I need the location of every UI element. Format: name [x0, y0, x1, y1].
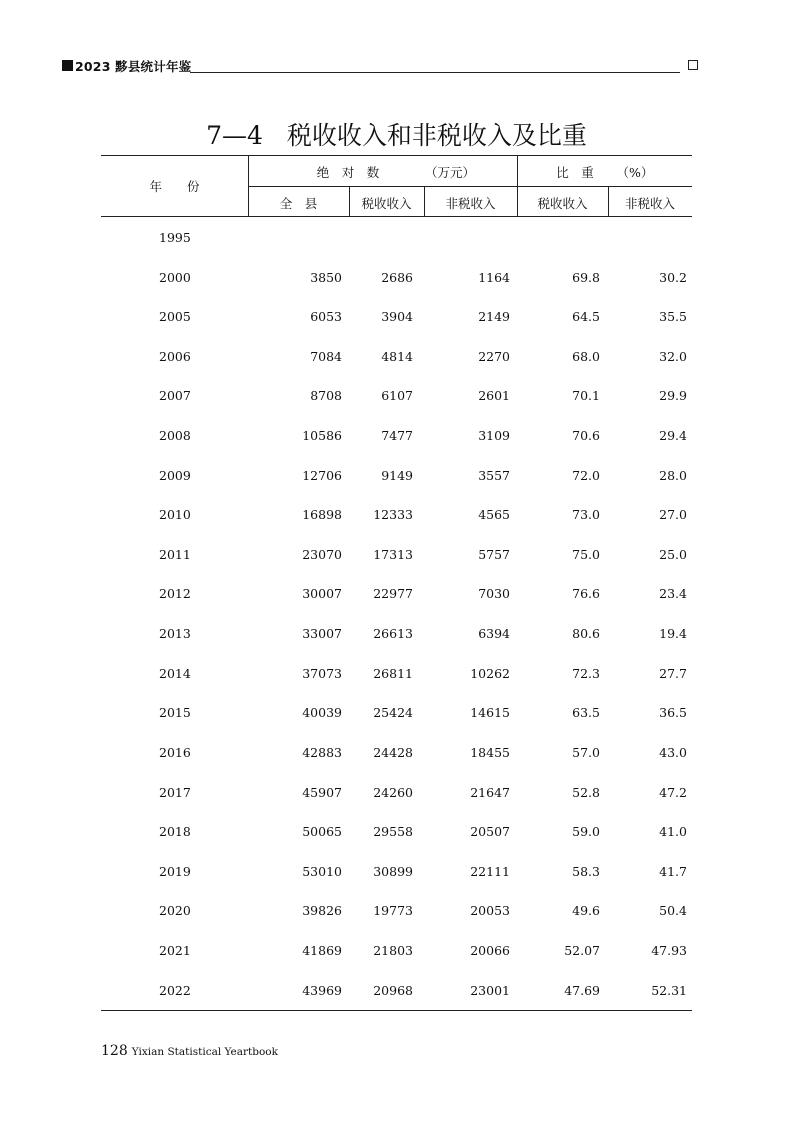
- total-cell: 7084: [310, 349, 342, 364]
- nontax-cell: 7030: [478, 586, 510, 601]
- year-cell: 2010: [159, 507, 191, 522]
- table-bottom-rule: [101, 1010, 692, 1011]
- tax-ratio-cell: 52.07: [564, 943, 600, 958]
- table-row: [101, 466, 692, 486]
- year-cell: 2018: [159, 824, 191, 839]
- total-cell: 23070: [302, 547, 342, 562]
- nontax-ratio-cell: 30.2: [659, 270, 687, 285]
- tax-cell: 12333: [373, 507, 413, 522]
- absolute-group-header: 绝 对 数: [316, 165, 380, 180]
- year-cell: 2005: [159, 309, 191, 324]
- year-cell: 2019: [159, 864, 191, 879]
- table-title: [0, 116, 793, 152]
- nontax-ratio-cell: 52.31: [651, 983, 687, 998]
- tax-cell: 4814: [381, 349, 413, 364]
- table-row: [101, 862, 692, 882]
- table-row: [101, 664, 692, 684]
- header-title: 2023 黟县统计年鉴: [75, 59, 192, 74]
- nontax-cell: 14615: [470, 705, 510, 720]
- nontax-cell: 20507: [470, 824, 510, 839]
- year-cell: 2009: [159, 468, 191, 483]
- nontax-ratio-cell: 47.2: [659, 785, 687, 800]
- total-cell: 16898: [302, 507, 342, 522]
- nontax-cell: 3109: [478, 428, 510, 443]
- nontax-cell: 20053: [470, 903, 510, 918]
- nontax-ratio-cell: 23.4: [659, 586, 687, 601]
- nontax-cell: 4565: [478, 507, 510, 522]
- nontax-cell: 22111: [470, 864, 510, 879]
- year-cell: 2012: [159, 586, 191, 601]
- tax-cell: 24260: [373, 785, 413, 800]
- nontax-cell: 2270: [478, 349, 510, 364]
- tax-ratio-cell: 70.1: [572, 388, 600, 403]
- year-cell: 2015: [159, 705, 191, 720]
- total-cell: 6053: [310, 309, 342, 324]
- total-cell: 42883: [302, 745, 342, 760]
- black-square-icon: [62, 60, 73, 71]
- tax-ratio-cell: 72.0: [572, 468, 600, 483]
- nontax-cell: 5757: [478, 547, 510, 562]
- nontax-ratio-cell: 27.7: [659, 666, 687, 681]
- year-cell: 2011: [159, 547, 191, 562]
- total-cell: 33007: [302, 626, 342, 641]
- total-cell: 40039: [302, 705, 342, 720]
- empty-square-icon: [688, 60, 698, 70]
- nontax-cell: 21647: [470, 785, 510, 800]
- nontax-ratio-cell: 29.4: [659, 428, 687, 443]
- table-row: [101, 743, 692, 763]
- running-header: [62, 58, 698, 74]
- tax-cell: 2686: [381, 270, 413, 285]
- year-cell: 2007: [159, 388, 191, 403]
- tax-ratio-cell: 47.69: [564, 983, 600, 998]
- nontax-cell: 18455: [470, 745, 510, 760]
- table-row: [101, 584, 692, 604]
- year-cell: 1995: [159, 230, 191, 245]
- tax-cell: 29558: [373, 824, 413, 839]
- page-number: 128: [101, 1043, 128, 1059]
- table-row: [101, 783, 692, 803]
- nontax-cell: 3557: [478, 468, 510, 483]
- total-cell: 37073: [302, 666, 342, 681]
- tax-cell: 6107: [381, 388, 413, 403]
- header-mid-rule: [248, 186, 692, 187]
- column-header: 非税收入: [624, 196, 675, 211]
- table-row: [101, 386, 692, 406]
- total-cell: 43969: [302, 983, 342, 998]
- nontax-ratio-cell: 35.5: [659, 309, 687, 324]
- tax-cell: 22977: [373, 586, 413, 601]
- tax-cell: 21803: [373, 943, 413, 958]
- nontax-ratio-cell: 25.0: [659, 547, 687, 562]
- nontax-cell: 10262: [470, 666, 510, 681]
- table-row: [101, 268, 692, 288]
- column-header: 全 县: [279, 196, 318, 211]
- nontax-cell: 2601: [478, 388, 510, 403]
- table-row: [101, 307, 692, 327]
- table-row: [101, 347, 692, 367]
- column-header: 非税收入: [445, 196, 496, 211]
- column-header: 税收收入: [537, 196, 588, 211]
- tax-ratio-cell: 49.6: [572, 903, 600, 918]
- nontax-cell: 6394: [478, 626, 510, 641]
- tax-cell: 26811: [373, 666, 413, 681]
- absolute-unit-label: （万元）: [424, 165, 475, 180]
- tax-ratio-cell: 76.6: [572, 586, 600, 601]
- header-rule: [190, 72, 680, 73]
- year-cell: 2000: [159, 270, 191, 285]
- nontax-cell: 20066: [470, 943, 510, 958]
- page-footer: [101, 1040, 278, 1059]
- tax-ratio-cell: 80.6: [572, 626, 600, 641]
- tax-ratio-cell: 73.0: [572, 507, 600, 522]
- year-cell: 2017: [159, 785, 191, 800]
- tax-ratio-cell: 58.3: [572, 864, 600, 879]
- nontax-ratio-cell: 41.7: [659, 864, 687, 879]
- table-row: [101, 941, 692, 961]
- year-cell: 2014: [159, 666, 191, 681]
- table-title-text: 税收收入和非税收入及比重: [286, 121, 587, 150]
- year-cell: 2021: [159, 943, 191, 958]
- total-cell: 39826: [302, 903, 342, 918]
- tax-ratio-cell: 52.8: [572, 785, 600, 800]
- nontax-cell: 2149: [478, 309, 510, 324]
- total-cell: 53010: [302, 864, 342, 879]
- tax-cell: 3904: [381, 309, 413, 324]
- table-row: [101, 822, 692, 842]
- year-cell: 2013: [159, 626, 191, 641]
- tax-ratio-cell: 72.3: [572, 666, 600, 681]
- total-cell: 45907: [302, 785, 342, 800]
- table-row: [101, 981, 692, 1001]
- year-cell: 2006: [159, 349, 191, 364]
- tax-cell: 19773: [373, 903, 413, 918]
- table-row: [101, 505, 692, 525]
- year-cell: 2020: [159, 903, 191, 918]
- nontax-cell: 23001: [470, 983, 510, 998]
- nontax-ratio-cell: 27.0: [659, 507, 687, 522]
- ratio-group-header: 比 重: [556, 165, 594, 180]
- total-cell: 8708: [310, 388, 342, 403]
- nontax-ratio-cell: 50.4: [659, 903, 687, 918]
- tax-cell: 20968: [373, 983, 413, 998]
- tax-cell: 24428: [373, 745, 413, 760]
- nontax-ratio-cell: 19.4: [659, 626, 687, 641]
- tax-ratio-cell: 75.0: [572, 547, 600, 562]
- total-cell: 10586: [302, 428, 342, 443]
- table-row: [101, 228, 692, 248]
- table-top-rule: [101, 155, 692, 156]
- nontax-ratio-cell: 28.0: [659, 468, 687, 483]
- ratio-unit-label: （%）: [616, 165, 654, 180]
- nontax-ratio-cell: 29.9: [659, 388, 687, 403]
- tax-ratio-cell: 64.5: [572, 309, 600, 324]
- tax-cell: 25424: [373, 705, 413, 720]
- tax-ratio-cell: 69.8: [572, 270, 600, 285]
- tax-cell: 7477: [381, 428, 413, 443]
- header-bottom-rule: [101, 216, 692, 217]
- tax-cell: 9149: [381, 468, 413, 483]
- nontax-ratio-cell: 32.0: [659, 349, 687, 364]
- total-cell: 30007: [302, 586, 342, 601]
- nontax-ratio-cell: 36.5: [659, 705, 687, 720]
- column-header: 税收收入: [361, 196, 412, 211]
- footer-book-title: Yixian Statistical Yeartbook: [131, 1046, 278, 1058]
- nontax-ratio-cell: 43.0: [659, 745, 687, 760]
- year-cell: 2022: [159, 983, 191, 998]
- table-row: [101, 624, 692, 644]
- year-cell: 2016: [159, 745, 191, 760]
- tax-cell: 26613: [373, 626, 413, 641]
- tax-ratio-cell: 70.6: [572, 428, 600, 443]
- table-row: [101, 703, 692, 723]
- tax-ratio-cell: 63.5: [572, 705, 600, 720]
- nontax-cell: 1164: [478, 270, 510, 285]
- year-column-header: 年 份: [149, 179, 200, 194]
- tax-cell: 17313: [373, 547, 413, 562]
- total-cell: 50065: [302, 824, 342, 839]
- total-cell: 12706: [302, 468, 342, 483]
- tax-cell: 30899: [373, 864, 413, 879]
- table-row: [101, 426, 692, 446]
- total-cell: 3850: [310, 270, 342, 285]
- nontax-ratio-cell: 41.0: [659, 824, 687, 839]
- year-cell: 2008: [159, 428, 191, 443]
- table-number: 7—4: [206, 121, 263, 150]
- table-row: [101, 545, 692, 565]
- total-cell: 41869: [302, 943, 342, 958]
- tax-ratio-cell: 57.0: [572, 745, 600, 760]
- tax-ratio-cell: 59.0: [572, 824, 600, 839]
- tax-ratio-cell: 68.0: [572, 349, 600, 364]
- nontax-ratio-cell: 47.93: [651, 943, 687, 958]
- table-row: [101, 901, 692, 921]
